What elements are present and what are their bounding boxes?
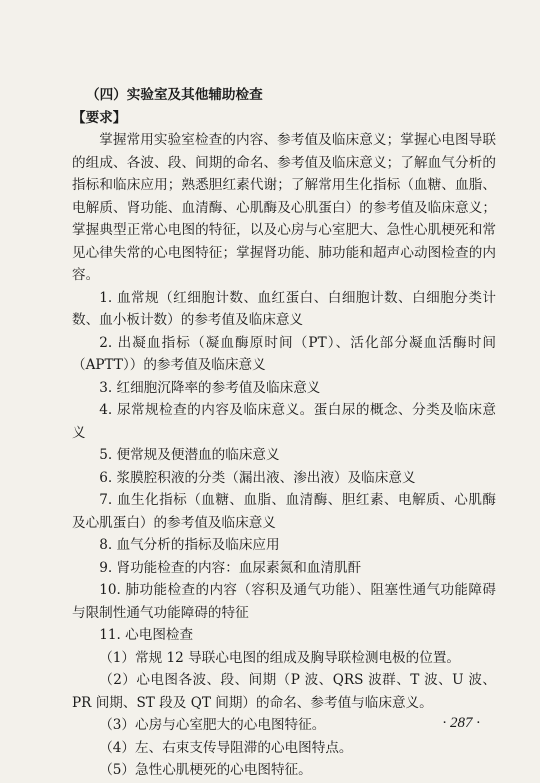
list-item: （2）心电图各波、段、间期（P 波、QRS 波群、T 波、U 波、PR 间期、ST 段及 QT 间期）的命名、参考值与临床意义。 xyxy=(72,672,496,711)
list-item: （1）常规 12 导联心电图的组成及胸导联检测电极的位置。 xyxy=(99,649,461,666)
intro-paragraph: 掌握常用实验室检查的内容、参考值及临床意义；掌握心电图导联的组成、各波、段、间期的命名、参考值及临床意义；了解血气分析的指标和临床应用；熟悉胆红素代谢；了解常用生化指标（血糖、血脂、电解质、肾功能、血清酶、心肌酶及心肌蛋白）的参考值及临床意义；掌握典型正常心电图的特征，以及心房与心室肥大、急性心肌梗死和常见心律失常的心电图特征；掌握肾功能、肺功能和超声心动图检查的内容。 xyxy=(72,132,496,283)
list-item: （5）急性心肌梗死的心电图特征。 xyxy=(99,762,312,778)
list-item: 11. 心电图检查 xyxy=(99,627,194,643)
list-item: 5. 便常规及便潜血的临床意义 xyxy=(99,447,280,463)
list-item: 7. 血生化指标（血糖、血脂、血清酶、胆红素、电解质、心肌酶及心肌蛋白）的参考值及临床意义 xyxy=(72,492,496,531)
list-item: 3. 红细胞沉降率的参考值及临床意义 xyxy=(99,379,321,396)
requirements-label: 【要求】 xyxy=(72,109,127,126)
list-item: （3）心房与心室肥大的心电图特征。 xyxy=(99,717,326,733)
list-item: 8. 血气分析的指标及临床应用 xyxy=(99,537,280,553)
list-item: 6. 浆膜腔积液的分类（漏出液、渗出液）及临床意义 xyxy=(99,469,416,486)
list-item: 10. 肺功能检查的内容（容积及通气功能）、阻塞性通气功能障碍与限制性通气功能障碍的特征 xyxy=(72,582,496,621)
list-item: 1. 血常规（红细胞计数、血红蛋白、白细胞计数、白细胞分类计数、血小板计数）的参考值及临床意义 xyxy=(72,289,496,328)
list-item: 2. 出凝血指标（凝血酶原时间（PT）、活化部分凝血活酶时间（APTT））的参考值及临床意义 xyxy=(72,334,496,373)
page-number: · 287 · xyxy=(442,715,480,731)
list-item: 4. 尿常规检查的内容及临床意义。蛋白尿的概念、分类及临床意义 xyxy=(72,402,496,441)
list-item: （4）左、右束支传导阻滞的心电图特点。 xyxy=(99,739,353,756)
section-heading: （四）实验室及其他辅助检查 xyxy=(86,87,263,103)
list-item: 9. 肾功能检查的内容：血尿素氮和血清肌酐 xyxy=(99,559,362,576)
